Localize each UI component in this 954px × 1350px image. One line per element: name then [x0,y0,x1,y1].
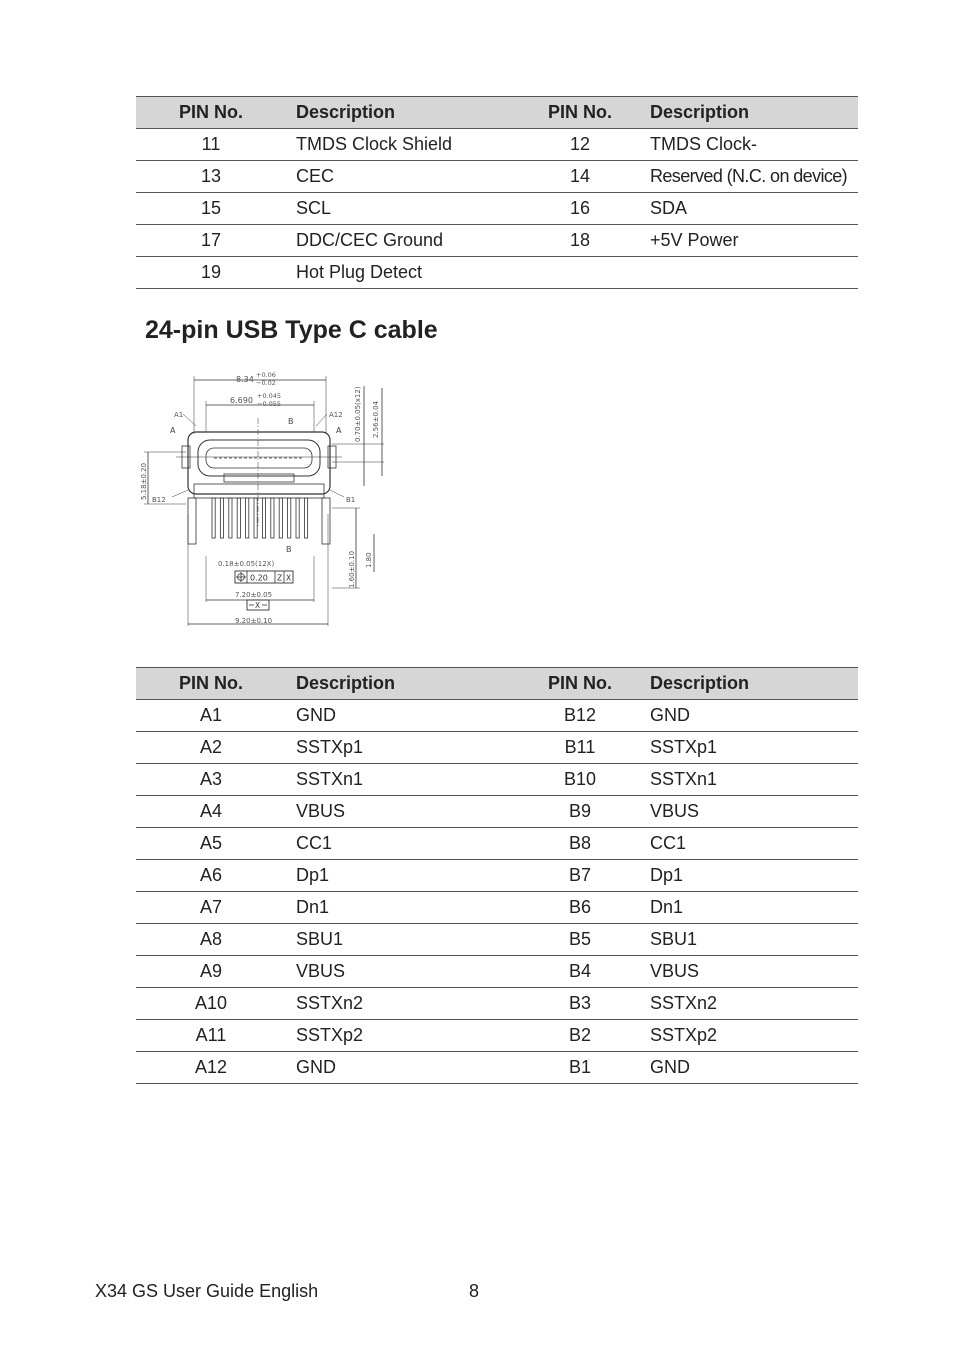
connector-pin [229,498,232,538]
pin-number-cell: B4 [530,956,630,988]
pin-number-cell: 17 [136,225,286,257]
pin-number-cell: 13 [136,161,286,193]
description-cell: SSTXp2 [286,1020,530,1052]
tolerance-value: 0.20 [250,573,268,583]
table-row [136,700,858,732]
connector-pin [220,498,223,538]
connector-pin [288,498,291,538]
table-row [136,924,858,956]
footer-page-number: 8 [469,1281,480,1301]
dim-top-2: 6.690 [230,396,253,405]
description-cell: Hot Plug Detect [286,257,530,289]
pin-table-usb-c [136,667,858,1084]
description-cell: Dp1 [286,860,530,892]
pin-number-cell: B6 [530,892,630,924]
pin-number-cell: B1 [530,1052,630,1084]
label-a12: A12 [329,411,343,419]
pin-table-hdmi [136,96,858,289]
pin-number-cell: A7 [136,892,286,924]
pin-number-cell: A2 [136,732,286,764]
label-b-bottom: B [286,545,292,554]
pin-number-cell: B5 [530,924,630,956]
pin-number-cell: B12 [530,700,630,732]
table-row [136,764,858,796]
pin-number-cell: B3 [530,988,630,1020]
connector-shell [188,432,330,494]
pin-number-cell [530,257,630,289]
tolerance-datum-x: X [286,573,292,583]
description-cell: GND [630,700,858,732]
connector-pin [304,498,307,538]
description-cell: GND [286,1052,530,1084]
header-description: Description [630,668,858,700]
dim-left: 5.18±0.20 [140,462,148,500]
mounting-leg [188,498,196,544]
label-b12: B12 [152,496,166,504]
header-pin-no: PIN No. [530,97,630,129]
description-cell: CEC [286,161,530,193]
dim-right-3: 1.60±0.10 [348,550,356,588]
pin-number-cell: 14 [530,161,630,193]
pin-number-cell: B9 [530,796,630,828]
pin-number-cell: A3 [136,764,286,796]
label-a1: A1 [174,411,184,419]
dim-bottom-1: 0.18±0.05(12X) [218,560,275,568]
label-a-right: A [336,426,342,435]
pin-number-cell: 18 [530,225,630,257]
description-cell: DDC/CEC Ground [286,225,530,257]
description-cell: Dn1 [286,892,530,924]
description-cell: Dp1 [630,860,858,892]
pin-number-cell: A11 [136,1020,286,1052]
connector-pin [262,498,265,538]
description-cell: SSTXn2 [286,988,530,1020]
mounting-leg [322,498,330,544]
pin-number-cell: 16 [530,193,630,225]
label-b-top: B [288,417,294,426]
pin-number-cell: B10 [530,764,630,796]
table-header-row [136,97,858,129]
pin-number-cell: A12 [136,1052,286,1084]
table-header-row [136,668,858,700]
dim-right-1: 0.70±0.05(x12) [354,386,362,442]
dim-top-2-tol-minus: −0.055 [257,400,282,408]
pin-number-cell: A4 [136,796,286,828]
header-description: Description [286,97,530,129]
dim-right-2: 2.56±0.04 [372,400,380,438]
description-cell: GND [630,1052,858,1084]
footer-doc-title: X34 GS User Guide English [95,1281,319,1301]
description-cell: SSTXp1 [286,732,530,764]
connector-pin [279,498,282,538]
description-cell: SSTXn1 [630,764,858,796]
table-row [136,860,858,892]
table-row [136,732,858,764]
description-cell: VBUS [630,956,858,988]
description-cell: CC1 [630,828,858,860]
description-cell: GND [286,700,530,732]
connector-pin [271,498,274,538]
description-cell: VBUS [286,796,530,828]
label-a-left: A [170,426,176,435]
description-cell: Reserved (N.C. on device) [630,161,858,193]
pin-number-cell: A10 [136,988,286,1020]
description-cell: SSTXp2 [630,1020,858,1052]
dim-top-1-tol-plus: +0.06 [256,371,276,379]
pin-number-cell: 11 [136,129,286,161]
header-pin-no: PIN No. [136,97,286,129]
description-cell: SBU1 [286,924,530,956]
table-row [136,1020,858,1052]
table-row [136,129,858,161]
datum-x-box [247,600,269,610]
table-row [136,796,858,828]
header-description: Description [286,668,530,700]
pin-number-cell: A5 [136,828,286,860]
pin-number-cell: A8 [136,924,286,956]
description-cell: SSTXn2 [630,988,858,1020]
description-cell: TMDS Clock- [630,129,858,161]
pin-number-cell: A9 [136,956,286,988]
table-row [136,257,858,289]
description-cell: SBU1 [630,924,858,956]
datum-x: X [255,601,261,610]
description-cell: +5V Power [630,225,858,257]
pin-number-cell: 19 [136,257,286,289]
pin-number-cell: B8 [530,828,630,860]
connector-pin [296,498,299,538]
connector-pin [254,498,257,538]
usb-type-c-connector-drawing [136,366,386,630]
pin-row [188,498,330,544]
pin-number-cell: 12 [530,129,630,161]
pin-number-cell: A1 [136,700,286,732]
description-cell: Dn1 [630,892,858,924]
connector-pin [246,498,249,538]
table-row [136,193,858,225]
dim-right-4: 1.80 [365,552,373,568]
connector-pin [237,498,240,538]
dim-top-1: 8.34 [236,375,254,384]
connector-pin [212,498,215,538]
table-row [136,225,858,257]
pin-number-cell: B7 [530,860,630,892]
description-cell: TMDS Clock Shield [286,129,530,161]
description-cell: SSTXn1 [286,764,530,796]
table-row [136,892,858,924]
dim-top-1-tol-minus: −0.02 [256,379,276,387]
description-cell: SCL [286,193,530,225]
table-row [136,1052,858,1084]
pin-number-cell: B2 [530,1020,630,1052]
pin-number-cell: A6 [136,860,286,892]
pin-number-cell: 15 [136,193,286,225]
header-pin-no: PIN No. [136,668,286,700]
table-row [136,828,858,860]
table-row [136,988,858,1020]
description-cell: SDA [630,193,858,225]
section-heading: 24-pin USB Type C cable [145,316,438,344]
tolerance-datum-z: Z [277,573,283,583]
description-cell: VBUS [630,796,858,828]
label-b1: B1 [346,496,356,504]
header-description: Description [630,97,858,129]
description-cell: VBUS [286,956,530,988]
table-row [136,956,858,988]
dim-bottom-3: 9.20±0.10 [235,617,273,625]
description-cell: CC1 [286,828,530,860]
tolerance-frame [235,571,293,583]
header-pin-no: PIN No. [530,668,630,700]
table-row [136,161,858,193]
dim-top-2-tol-plus: +0.045 [257,392,282,400]
pin-number-cell: B11 [530,732,630,764]
description-cell [630,257,858,289]
dim-bottom-2: 7.20±0.05 [235,591,273,599]
description-cell: SSTXp1 [630,732,858,764]
